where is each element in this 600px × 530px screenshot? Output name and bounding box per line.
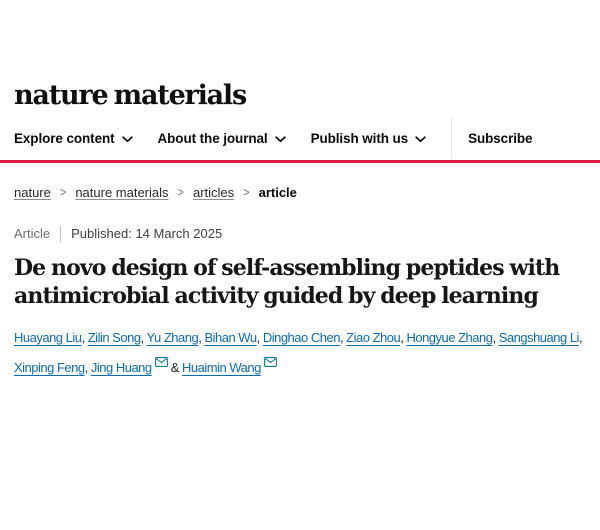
author-link[interactable]: Yu Zhang [146,330,199,345]
article-title: De novo design of self-assembling peptides with antimicrobial activity guided by deep learning [14,255,560,309]
nav-item-publish-with-us[interactable] [311,131,427,146]
envelope-icon[interactable] [155,350,168,375]
nav-item-subscribe[interactable] [468,131,532,146]
chevron-right-icon: > [59,185,67,200]
nav-item-label: Subscribe [468,130,533,146]
article-meta-row [14,225,586,242]
author-link[interactable]: Hongyue Zhang [406,330,493,345]
author-separator: , [140,330,147,345]
nav-item-label: About the journal [157,130,268,146]
chevron-right-icon: > [243,185,250,200]
author-list [14,325,586,380]
author-separator: , [400,330,407,345]
nav-item-about-the-journal[interactable] [158,131,286,146]
article-type-label: Article [14,226,51,241]
author-link[interactable]: Huayang Liu [14,330,82,345]
brand-rule [0,160,600,163]
author-link[interactable]: Huaimin Wang [182,360,261,375]
meta-divider [60,226,61,242]
author-separator: & [167,360,183,375]
envelope-icon[interactable] [264,350,277,375]
nav-divider [451,118,452,158]
author-link[interactable]: Zilin Song [87,330,141,345]
breadcrumb [14,185,586,200]
article-page [0,80,600,530]
breadcrumb-link-nature[interactable]: nature [14,185,51,200]
author-separator: , [81,330,88,345]
chevron-down-icon [275,136,286,143]
published-date: Published: 14 March 2025 [71,226,223,241]
author-link[interactable]: Sangshuang Li [498,330,579,345]
nav-item-label: Explore content [14,130,115,146]
chevron-right-icon: > [177,185,184,200]
author-link[interactable]: Jing Huang [90,360,152,375]
chevron-down-icon [415,136,426,143]
author-separator: , [339,330,347,345]
author-link[interactable]: Bihan Wu [204,330,257,345]
author-separator: , [198,330,205,345]
author-separator: , [492,330,499,345]
author-separator: , [578,330,583,345]
nav-item-explore-content[interactable] [14,131,133,146]
author-link[interactable]: Dinghao Chen [262,330,340,345]
author-separator: , [256,330,263,345]
breadcrumb-link-articles[interactable]: articles [192,185,235,200]
author-link[interactable]: Xinping Feng [14,360,85,375]
author-link[interactable]: Ziao Zhou [346,330,401,345]
breadcrumb-current: article [258,185,297,200]
author-separator: , [84,360,91,375]
chevron-down-icon [122,136,133,143]
main-nav [14,127,586,149]
journal-logo[interactable]: nature materials [14,80,246,111]
nav-item-label: Publish with us [310,130,409,146]
breadcrumb-link-nature-materials[interactable]: nature materials [75,185,169,200]
